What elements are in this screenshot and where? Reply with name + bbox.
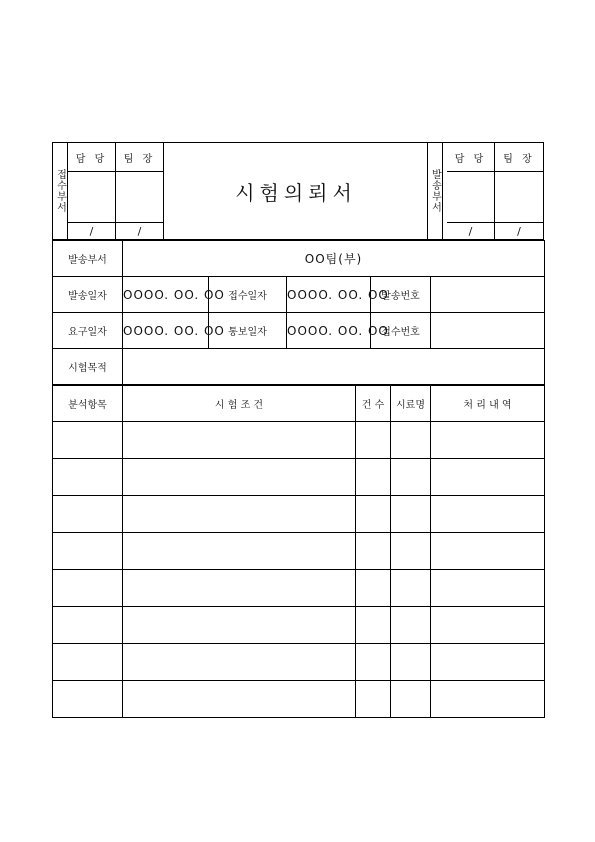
table-cell[interactable] [391,644,431,681]
receive-dept-vertical-label: 접수부서 [53,143,68,239]
table-cell[interactable] [123,459,356,496]
send-date-value[interactable]: OOOO. OO. OO [123,277,209,313]
table-cell[interactable] [123,496,356,533]
table-cell[interactable] [391,533,431,570]
purpose-label: 시험목적 [53,349,123,385]
table-cell[interactable] [431,459,545,496]
table-row [53,533,545,570]
table-cell[interactable] [391,459,431,496]
send-number-value[interactable] [431,277,545,313]
table-cell[interactable] [431,607,545,644]
table-cell[interactable] [53,533,123,570]
table-row [53,681,545,718]
table-cell[interactable] [356,459,391,496]
send-date-label: 발송일자 [53,277,123,313]
table-row [53,496,545,533]
column-header: 분석항목 [53,386,123,422]
table-cell[interactable] [356,681,391,718]
table-cell[interactable] [53,422,123,459]
table-cell[interactable] [356,607,391,644]
send-dept-value[interactable]: OO팀(부) [123,241,545,277]
document-title: 시험의뢰서 [235,180,357,205]
approval-box-staff-left[interactable]: 담 당 / [68,143,116,239]
approval-header [52,142,544,240]
table-cell[interactable] [391,681,431,718]
table-cell[interactable] [356,422,391,459]
signature-area[interactable] [495,172,543,223]
notify-date-value[interactable]: OOOO. OO. OO [287,313,371,349]
send-dept-label: 발송부서 [53,241,123,277]
table-cell[interactable] [123,644,356,681]
approval-box-lead-left[interactable]: 팀 장 / [116,143,164,239]
table-cell[interactable] [431,533,545,570]
table-cell[interactable] [431,496,545,533]
column-header: 시료명 [391,386,431,422]
signature-area[interactable] [447,172,494,223]
table-cell[interactable] [123,681,356,718]
table-cell[interactable] [431,570,545,607]
table-cell[interactable] [123,570,356,607]
receive-date-value[interactable]: OOOO. OO. OO [287,277,371,313]
table-row [53,607,545,644]
table-cell[interactable] [431,422,545,459]
approval-box-lead-right[interactable]: 팀 장 / [495,143,543,239]
signature-area[interactable] [68,172,115,223]
table-row [53,570,545,607]
send-number-label: 발송번호 [371,277,431,313]
table-row [53,644,545,681]
table-cell[interactable] [123,533,356,570]
item-rows [53,422,545,718]
table-cell[interactable] [53,570,123,607]
receive-number-value[interactable] [431,313,545,349]
receive-date-label: 접수일자 [209,277,287,313]
table-cell[interactable] [53,644,123,681]
table-cell[interactable] [391,422,431,459]
test-request-form [52,142,544,718]
signature-area[interactable] [116,172,163,223]
table-cell[interactable] [356,533,391,570]
table-cell[interactable] [391,607,431,644]
table-cell[interactable] [53,607,123,644]
table-cell[interactable] [431,644,545,681]
purpose-value[interactable] [123,349,545,385]
table-cell[interactable] [391,496,431,533]
column-header: 건 수 [356,386,391,422]
request-date-label: 요구일자 [53,313,123,349]
items-header-row [53,386,545,422]
table-row [53,422,545,459]
table-cell[interactable] [53,496,123,533]
table-cell[interactable] [356,644,391,681]
table-cell[interactable] [53,681,123,718]
table-cell[interactable] [123,422,356,459]
send-dept-vertical-label: 발송부서 [427,143,443,239]
request-date-value[interactable]: OOOO. OO. OO [123,313,209,349]
items-table [52,385,545,718]
column-header: 처 리 내 역 [431,386,545,422]
table-cell[interactable] [391,570,431,607]
table-cell[interactable] [356,570,391,607]
table-cell[interactable] [356,496,391,533]
receive-number-label: 접수번호 [371,313,431,349]
table-cell[interactable] [123,607,356,644]
table-row [53,459,545,496]
column-header: 시 험 조 건 [123,386,356,422]
table-cell[interactable] [53,459,123,496]
notify-date-label: 통보일자 [209,313,287,349]
info-table [52,240,545,385]
table-cell[interactable] [431,681,545,718]
approval-box-staff-right[interactable]: 담 당 / [447,143,495,239]
